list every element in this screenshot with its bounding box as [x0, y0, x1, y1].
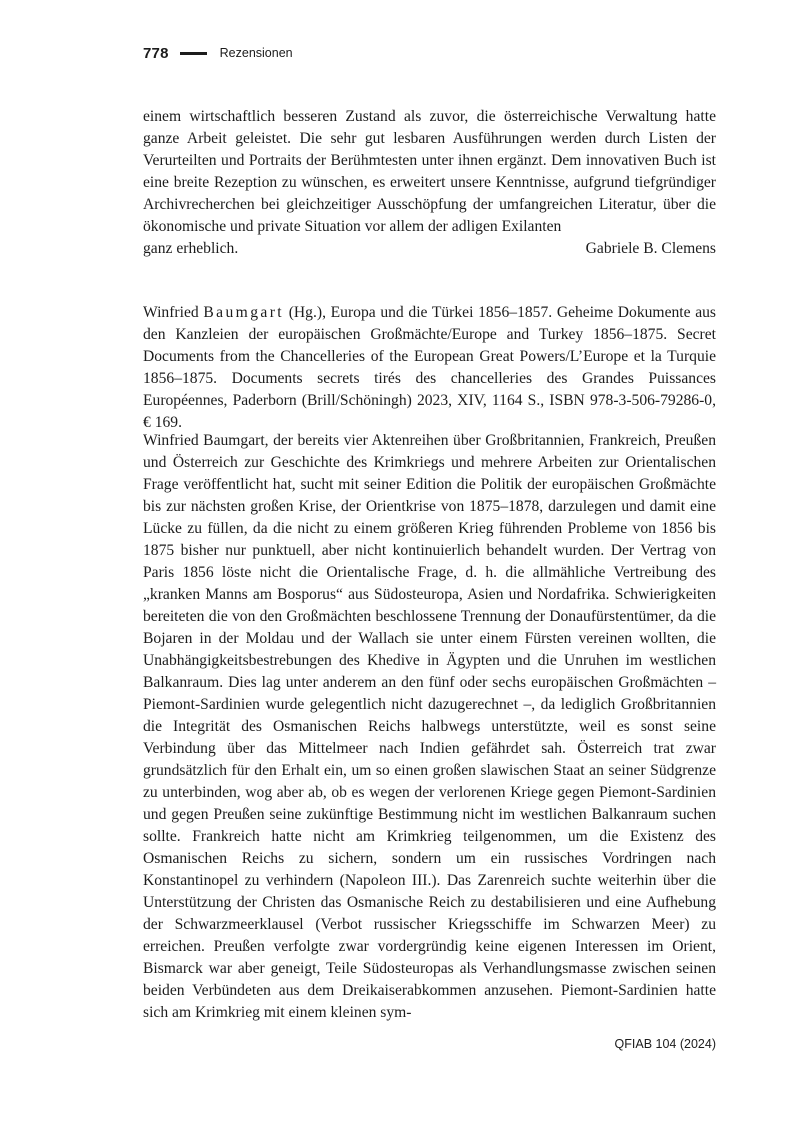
running-head: Rezensionen: [219, 46, 293, 60]
review-body: Winfried Baumgart, der bereits vier Aktenreihen über Großbritannien, Frankreich, Preußen und Österreich zur Geschichte des Krimkriegs und mehrere Arbeiten zur Orientalischen Frage veröffentlicht hat, sucht mit seiner Edition die Politik der europäischen Großmächte bis zur nächsten großen Krise, der Orientkrise von 1875–1878, darzulegen und damit eine Lücke zu füllen, da die nicht zu einem größeren Krieg führenden Probleme von 1856 bis 1875 bisher nur punktuell, aber nicht kontinuierlich behandelt wurden. Der Vertrag von Paris 1856 löste nicht die Orientalische Frage, d. h. die allmähliche Vertreibung des „kranken Manns am Bosporus“ aus Südosteuropa, Asien und Nordafrika. Schwierigkeiten bereiteten die von den Großmächten beschlossene Trennung der Donaufürstentümer, da die Bojaren in der Moldau und der Wallach sie unter einem Fürsten vereinen wollten, die Unabhängigkeitsbestrebungen des Khedive in Ägypten und die Unruhen im westlichen Balkanraum. Dies lag unter anderem an den fünf oder sechs europäischen Großmächten – Piemont-Sardinien wurde gelegentlich nicht dazugerechnet –, da lediglich Großbritannien die Integrität des Osmanischen Reichs halbwegs unterstützte, weil es sonst seine Verbindung über das Mittelmeer nach Indien gefährdet sah. Österreich trat zwar grundsätzlich für den Erhalt ein, um so einen großen slawischen Staat an seiner Südgrenze zu unterbinden, wog aber ab, ob es wegen der verlorenen Kriege gegen Piemont-Sardinien und gegen Preußen seine zukünftige Bestimmung nicht im westlichen Balkanraum suchen sollte. Frankreich hatte nicht am Krimkrieg teilgenommen, um die Existenz des Osmanischen Reichs zu sichern, sondern um ein russisches Vordringen nach Konstantinopel zu verhindern (Napoleon III.). Das Zarenreich suchte weiterhin über die Unterstützung der Christen das Osmanische Reich zu destabilisieren und eine Aufhebung der Schwarzmeerklausel (Verbot russischer Kriegsschiffe im Schwarzen Meer) zu erreichen. Preußen verfolgte zwar vordergründig keine eigenen Interessen im Orient, Bismarck war aber geneigt, Teile Südosteuropas als Verhandlungsmasse zwischen seinen beiden Verbündeten aus dem Dreikaiserabkommen anzusehen. Piemont-Sardinien hatte sich am Krimkrieg mit einem kleinen sym-: [143, 432, 716, 1021]
previous-review-last-line: ganz erheblich.: [143, 240, 239, 257]
journal-footer: QFIAB 104 (2024): [614, 1037, 716, 1051]
citation-details: (Hg.), Europa und die Türkei 1856–1857. Geheime Dokumente aus den Kanzleien der europäischen Großmächte/Europe and Turkey 1856–1875. Secret Documents from the Chancelleries of the European Great Powers/L’Europe et la Turquie 1856–1875. Documents secrets tirés des chancelleries des Grandes Puissances Européennes, Paderborn (Brill/Schöningh) 2023, XIV, 1164 S., ISBN 978-3-506-79286-0, € 169.: [143, 304, 716, 431]
signature-line: [143, 238, 716, 260]
previous-review-text: einem wirtschaftlich besseren Zustand als zuvor, die österreichische Verwaltung hatte ganze Arbeit geleistet. Die sehr gut lesbaren Ausführungen werden durch Listen der Verurteilten und Portraits der Berühmtesten unter ihnen ergänzt. Dem innovativen Buch ist eine breite Rezeption zu wünschen, es erweitert unsere Kenntnisse, aufgrund tiefgründiger Archivrecherchen bei gleichzeitiger Ausschöpfung der umfangreichen Literatur, über die ökonomische und private Situation vor allem der adligen Exilanten: [143, 108, 716, 235]
header-divider: [180, 52, 207, 55]
page-number: 778: [143, 44, 169, 62]
page-header: [143, 42, 716, 64]
book-citation: [143, 302, 716, 434]
author-last-name: Baumgart: [203, 304, 285, 321]
previous-review-ending: [143, 106, 716, 260]
author-first-name: Winfried: [143, 304, 204, 321]
reviewer-name: Gabriele B. Clemens: [585, 240, 716, 257]
